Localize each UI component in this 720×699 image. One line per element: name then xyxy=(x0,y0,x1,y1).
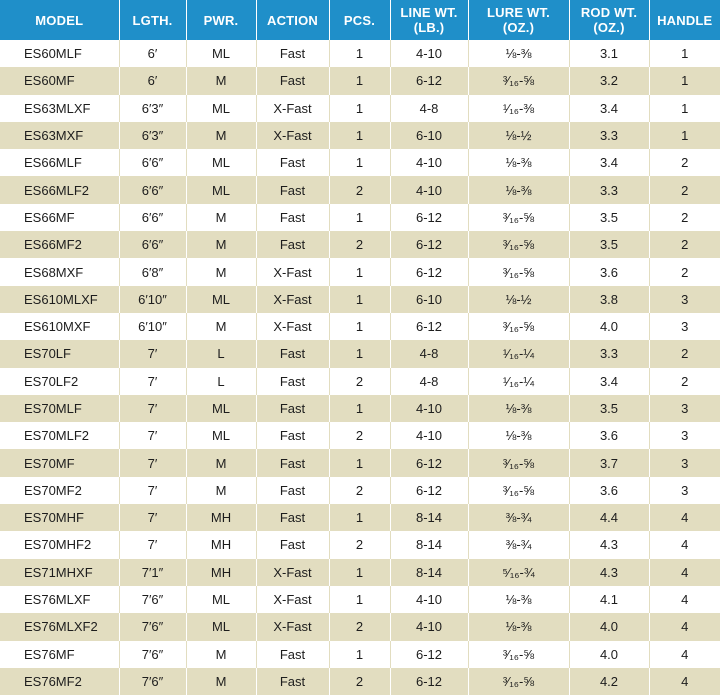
table-row xyxy=(0,613,720,640)
cell-pieces: 1 xyxy=(329,122,390,149)
cell-action: X-Fast xyxy=(256,286,329,313)
cell-length: 7′6″ xyxy=(119,668,186,695)
cell-model: ES63MXF xyxy=(0,122,119,149)
cell-handle: 2 xyxy=(649,204,720,231)
cell-lure-weight: ⅛-⅜ xyxy=(468,176,569,203)
cell-handle: 2 xyxy=(649,340,720,367)
cell-power: MH xyxy=(186,504,256,531)
cell-handle: 3 xyxy=(649,286,720,313)
cell-power: M xyxy=(186,204,256,231)
cell-length: 6′10″ xyxy=(119,313,186,340)
header-length: LGTH. xyxy=(119,0,186,40)
cell-length: 7′ xyxy=(119,340,186,367)
cell-rod-weight: 3.6 xyxy=(569,477,649,504)
cell-pieces: 2 xyxy=(329,531,390,558)
cell-line-weight: 6-10 xyxy=(390,122,468,149)
cell-power: M xyxy=(186,231,256,258)
cell-handle: 2 xyxy=(649,176,720,203)
cell-handle: 2 xyxy=(649,368,720,395)
cell-lure-weight: ¹⁄₁₆-¼ xyxy=(468,340,569,367)
table-row xyxy=(0,531,720,558)
cell-rod-weight: 3.6 xyxy=(569,258,649,285)
cell-line-weight: 4-10 xyxy=(390,395,468,422)
cell-model: ES70MF xyxy=(0,449,119,476)
cell-power: M xyxy=(186,641,256,668)
cell-lure-weight: ⅛-⅜ xyxy=(468,586,569,613)
cell-pieces: 2 xyxy=(329,422,390,449)
cell-line-weight: 4-10 xyxy=(390,422,468,449)
cell-handle: 3 xyxy=(649,477,720,504)
header-action: ACTION xyxy=(256,0,329,40)
cell-line-weight: 8-14 xyxy=(390,531,468,558)
cell-action: Fast xyxy=(256,449,329,476)
cell-line-weight: 4-10 xyxy=(390,613,468,640)
cell-length: 7′ xyxy=(119,477,186,504)
cell-pieces: 1 xyxy=(329,67,390,94)
header-handle: HANDLE xyxy=(649,0,720,40)
table-row xyxy=(0,340,720,367)
header-lure-weight: LURE WT. (OZ.) xyxy=(468,0,569,40)
cell-pieces: 1 xyxy=(329,559,390,586)
cell-handle: 4 xyxy=(649,559,720,586)
table-row xyxy=(0,422,720,449)
cell-action: X-Fast xyxy=(256,95,329,122)
cell-lure-weight: ⅛-⅜ xyxy=(468,40,569,67)
cell-line-weight: 4-10 xyxy=(390,586,468,613)
cell-power: MH xyxy=(186,559,256,586)
cell-model: ES60MLF xyxy=(0,40,119,67)
cell-length: 7′6″ xyxy=(119,613,186,640)
cell-rod-weight: 3.4 xyxy=(569,368,649,395)
header-line-weight: LINE WT. (LB.) xyxy=(390,0,468,40)
cell-model: ES76MLXF xyxy=(0,586,119,613)
cell-line-weight: 6-12 xyxy=(390,67,468,94)
table-row xyxy=(0,258,720,285)
cell-lure-weight: ⅛-⅜ xyxy=(468,422,569,449)
cell-line-weight: 8-14 xyxy=(390,559,468,586)
table-row xyxy=(0,176,720,203)
cell-length: 6′10″ xyxy=(119,286,186,313)
cell-power: ML xyxy=(186,395,256,422)
table-row xyxy=(0,586,720,613)
cell-action: Fast xyxy=(256,176,329,203)
cell-action: Fast xyxy=(256,40,329,67)
cell-power: M xyxy=(186,477,256,504)
cell-length: 7′ xyxy=(119,504,186,531)
cell-pieces: 2 xyxy=(329,668,390,695)
cell-model: ES76MF2 xyxy=(0,668,119,695)
cell-length: 6′ xyxy=(119,67,186,94)
cell-model: ES66MF xyxy=(0,204,119,231)
cell-rod-weight: 4.4 xyxy=(569,504,649,531)
cell-lure-weight: ¹⁄₁₆-⅜ xyxy=(468,95,569,122)
cell-model: ES70MHF2 xyxy=(0,531,119,558)
cell-rod-weight: 4.0 xyxy=(569,641,649,668)
header-pieces: PCS. xyxy=(329,0,390,40)
cell-action: X-Fast xyxy=(256,559,329,586)
cell-handle: 2 xyxy=(649,231,720,258)
cell-lure-weight: ³⁄₁₆-⅝ xyxy=(468,204,569,231)
cell-handle: 1 xyxy=(649,40,720,67)
header-power: PWR. xyxy=(186,0,256,40)
cell-length: 7′ xyxy=(119,422,186,449)
table-row xyxy=(0,368,720,395)
cell-line-weight: 6-12 xyxy=(390,668,468,695)
cell-pieces: 1 xyxy=(329,204,390,231)
header-row xyxy=(0,0,720,40)
cell-rod-weight: 3.3 xyxy=(569,340,649,367)
cell-handle: 3 xyxy=(649,422,720,449)
cell-lure-weight: ³⁄₁₆-⅝ xyxy=(468,258,569,285)
table-row xyxy=(0,204,720,231)
cell-pieces: 1 xyxy=(329,149,390,176)
cell-rod-weight: 3.6 xyxy=(569,422,649,449)
cell-rod-weight: 4.3 xyxy=(569,559,649,586)
cell-power: M xyxy=(186,67,256,94)
cell-pieces: 1 xyxy=(329,340,390,367)
cell-length: 6′6″ xyxy=(119,231,186,258)
table-row xyxy=(0,668,720,695)
cell-model: ES63MLXF xyxy=(0,95,119,122)
cell-action: Fast xyxy=(256,204,329,231)
cell-action: Fast xyxy=(256,668,329,695)
cell-line-weight: 8-14 xyxy=(390,504,468,531)
cell-rod-weight: 3.5 xyxy=(569,204,649,231)
cell-lure-weight: ³⁄₁₆-⅝ xyxy=(468,449,569,476)
cell-pieces: 1 xyxy=(329,395,390,422)
cell-line-weight: 4-10 xyxy=(390,40,468,67)
cell-pieces: 1 xyxy=(329,258,390,285)
cell-lure-weight: ⅛-⅜ xyxy=(468,149,569,176)
cell-rod-weight: 3.8 xyxy=(569,286,649,313)
cell-pieces: 1 xyxy=(329,449,390,476)
table-row xyxy=(0,95,720,122)
cell-line-weight: 6-12 xyxy=(390,204,468,231)
cell-power: ML xyxy=(186,149,256,176)
cell-pieces: 2 xyxy=(329,231,390,258)
cell-power: M xyxy=(186,313,256,340)
table-row xyxy=(0,286,720,313)
table-row xyxy=(0,395,720,422)
cell-pieces: 2 xyxy=(329,613,390,640)
cell-length: 6′3″ xyxy=(119,122,186,149)
cell-lure-weight: ⅛-⅜ xyxy=(468,613,569,640)
cell-action: X-Fast xyxy=(256,313,329,340)
table-row xyxy=(0,313,720,340)
cell-pieces: 2 xyxy=(329,477,390,504)
cell-action: Fast xyxy=(256,504,329,531)
cell-model: ES76MF xyxy=(0,641,119,668)
cell-model: ES70MLF2 xyxy=(0,422,119,449)
cell-length: 7′ xyxy=(119,531,186,558)
cell-power: M xyxy=(186,449,256,476)
cell-length: 7′6″ xyxy=(119,586,186,613)
cell-pieces: 1 xyxy=(329,586,390,613)
cell-line-weight: 6-12 xyxy=(390,313,468,340)
cell-handle: 1 xyxy=(649,122,720,149)
cell-pieces: 2 xyxy=(329,368,390,395)
cell-handle: 1 xyxy=(649,67,720,94)
cell-action: Fast xyxy=(256,422,329,449)
cell-rod-weight: 3.4 xyxy=(569,95,649,122)
cell-handle: 4 xyxy=(649,668,720,695)
cell-length: 6′ xyxy=(119,40,186,67)
cell-action: X-Fast xyxy=(256,613,329,640)
cell-handle: 4 xyxy=(649,504,720,531)
cell-length: 6′3″ xyxy=(119,95,186,122)
cell-length: 6′6″ xyxy=(119,204,186,231)
cell-rod-weight: 4.1 xyxy=(569,586,649,613)
table-row xyxy=(0,641,720,668)
cell-action: Fast xyxy=(256,231,329,258)
cell-action: X-Fast xyxy=(256,258,329,285)
cell-pieces: 1 xyxy=(329,40,390,67)
cell-action: Fast xyxy=(256,67,329,94)
cell-length: 7′ xyxy=(119,368,186,395)
header-rod-weight: ROD WT. (OZ.) xyxy=(569,0,649,40)
cell-model: ES68MXF xyxy=(0,258,119,285)
table-body xyxy=(0,40,720,695)
cell-handle: 3 xyxy=(649,313,720,340)
cell-power: ML xyxy=(186,286,256,313)
table-row xyxy=(0,122,720,149)
cell-lure-weight: ³⁄₁₆-⅝ xyxy=(468,231,569,258)
cell-action: Fast xyxy=(256,531,329,558)
cell-rod-weight: 3.4 xyxy=(569,149,649,176)
cell-length: 6′6″ xyxy=(119,149,186,176)
table-row xyxy=(0,67,720,94)
cell-power: ML xyxy=(186,422,256,449)
cell-rod-weight: 3.5 xyxy=(569,395,649,422)
cell-handle: 4 xyxy=(649,613,720,640)
cell-line-weight: 6-12 xyxy=(390,258,468,285)
cell-pieces: 1 xyxy=(329,286,390,313)
table-row xyxy=(0,231,720,258)
cell-line-weight: 4-10 xyxy=(390,176,468,203)
table-row xyxy=(0,559,720,586)
cell-model: ES66MF2 xyxy=(0,231,119,258)
table-row xyxy=(0,477,720,504)
cell-line-weight: 4-10 xyxy=(390,149,468,176)
cell-length: 7′ xyxy=(119,395,186,422)
cell-action: Fast xyxy=(256,641,329,668)
cell-pieces: 1 xyxy=(329,504,390,531)
cell-line-weight: 6-10 xyxy=(390,286,468,313)
cell-rod-weight: 3.3 xyxy=(569,122,649,149)
cell-power: MH xyxy=(186,531,256,558)
cell-action: X-Fast xyxy=(256,586,329,613)
cell-power: M xyxy=(186,668,256,695)
cell-model: ES70LF xyxy=(0,340,119,367)
cell-lure-weight: ¹⁄₁₆-¼ xyxy=(468,368,569,395)
cell-action: Fast xyxy=(256,340,329,367)
cell-model: ES60MF xyxy=(0,67,119,94)
cell-power: ML xyxy=(186,40,256,67)
cell-model: ES70MLF xyxy=(0,395,119,422)
cell-power: L xyxy=(186,368,256,395)
cell-power: ML xyxy=(186,586,256,613)
header-model: MODEL xyxy=(0,0,119,40)
cell-rod-weight: 4.2 xyxy=(569,668,649,695)
cell-pieces: 1 xyxy=(329,95,390,122)
cell-model: ES66MLF2 xyxy=(0,176,119,203)
cell-power: L xyxy=(186,340,256,367)
cell-line-weight: 6-12 xyxy=(390,449,468,476)
cell-length: 7′6″ xyxy=(119,641,186,668)
cell-rod-weight: 4.0 xyxy=(569,313,649,340)
cell-rod-weight: 3.5 xyxy=(569,231,649,258)
cell-handle: 4 xyxy=(649,641,720,668)
cell-line-weight: 6-12 xyxy=(390,231,468,258)
cell-action: X-Fast xyxy=(256,122,329,149)
cell-handle: 2 xyxy=(649,258,720,285)
cell-lure-weight: ³⁄₁₆-⅝ xyxy=(468,477,569,504)
table-row xyxy=(0,449,720,476)
cell-action: Fast xyxy=(256,149,329,176)
cell-handle: 3 xyxy=(649,395,720,422)
cell-model: ES66MLF xyxy=(0,149,119,176)
cell-handle: 4 xyxy=(649,531,720,558)
cell-length: 6′8″ xyxy=(119,258,186,285)
cell-lure-weight: ⅜-¾ xyxy=(468,504,569,531)
cell-rod-weight: 3.3 xyxy=(569,176,649,203)
cell-line-weight: 4-8 xyxy=(390,368,468,395)
cell-pieces: 1 xyxy=(329,641,390,668)
cell-lure-weight: ⅜-¾ xyxy=(468,531,569,558)
table-row xyxy=(0,149,720,176)
cell-rod-weight: 3.2 xyxy=(569,67,649,94)
cell-handle: 4 xyxy=(649,586,720,613)
cell-lure-weight: ³⁄₁₆-⅝ xyxy=(468,67,569,94)
cell-pieces: 1 xyxy=(329,313,390,340)
cell-handle: 2 xyxy=(649,149,720,176)
cell-rod-weight: 3.1 xyxy=(569,40,649,67)
cell-rod-weight: 4.3 xyxy=(569,531,649,558)
cell-lure-weight: ³⁄₁₆-⅝ xyxy=(468,313,569,340)
cell-lure-weight: ⅛-⅜ xyxy=(468,395,569,422)
cell-power: ML xyxy=(186,613,256,640)
cell-model: ES76MLXF2 xyxy=(0,613,119,640)
cell-model: ES71MHXF xyxy=(0,559,119,586)
cell-power: ML xyxy=(186,176,256,203)
cell-model: ES610MXF xyxy=(0,313,119,340)
cell-model: ES70LF2 xyxy=(0,368,119,395)
cell-line-weight: 4-8 xyxy=(390,340,468,367)
cell-action: Fast xyxy=(256,395,329,422)
cell-model: ES70MF2 xyxy=(0,477,119,504)
cell-line-weight: 6-12 xyxy=(390,477,468,504)
table-row xyxy=(0,504,720,531)
cell-rod-weight: 4.0 xyxy=(569,613,649,640)
cell-rod-weight: 3.7 xyxy=(569,449,649,476)
cell-lure-weight: ⅛-½ xyxy=(468,286,569,313)
cell-line-weight: 6-12 xyxy=(390,641,468,668)
cell-handle: 3 xyxy=(649,449,720,476)
cell-power: ML xyxy=(186,95,256,122)
cell-lure-weight: ⅛-½ xyxy=(468,122,569,149)
cell-action: Fast xyxy=(256,368,329,395)
cell-power: M xyxy=(186,122,256,149)
cell-lure-weight: ⁵⁄₁₆-¾ xyxy=(468,559,569,586)
table-row xyxy=(0,40,720,67)
cell-model: ES610MLXF xyxy=(0,286,119,313)
cell-lure-weight: ³⁄₁₆-⅝ xyxy=(468,668,569,695)
cell-lure-weight: ³⁄₁₆-⅝ xyxy=(468,641,569,668)
cell-pieces: 2 xyxy=(329,176,390,203)
cell-length: 6′6″ xyxy=(119,176,186,203)
cell-model: ES70MHF xyxy=(0,504,119,531)
cell-handle: 1 xyxy=(649,95,720,122)
cell-line-weight: 4-8 xyxy=(390,95,468,122)
cell-length: 7′1″ xyxy=(119,559,186,586)
cell-length: 7′ xyxy=(119,449,186,476)
cell-action: Fast xyxy=(256,477,329,504)
cell-power: M xyxy=(186,258,256,285)
